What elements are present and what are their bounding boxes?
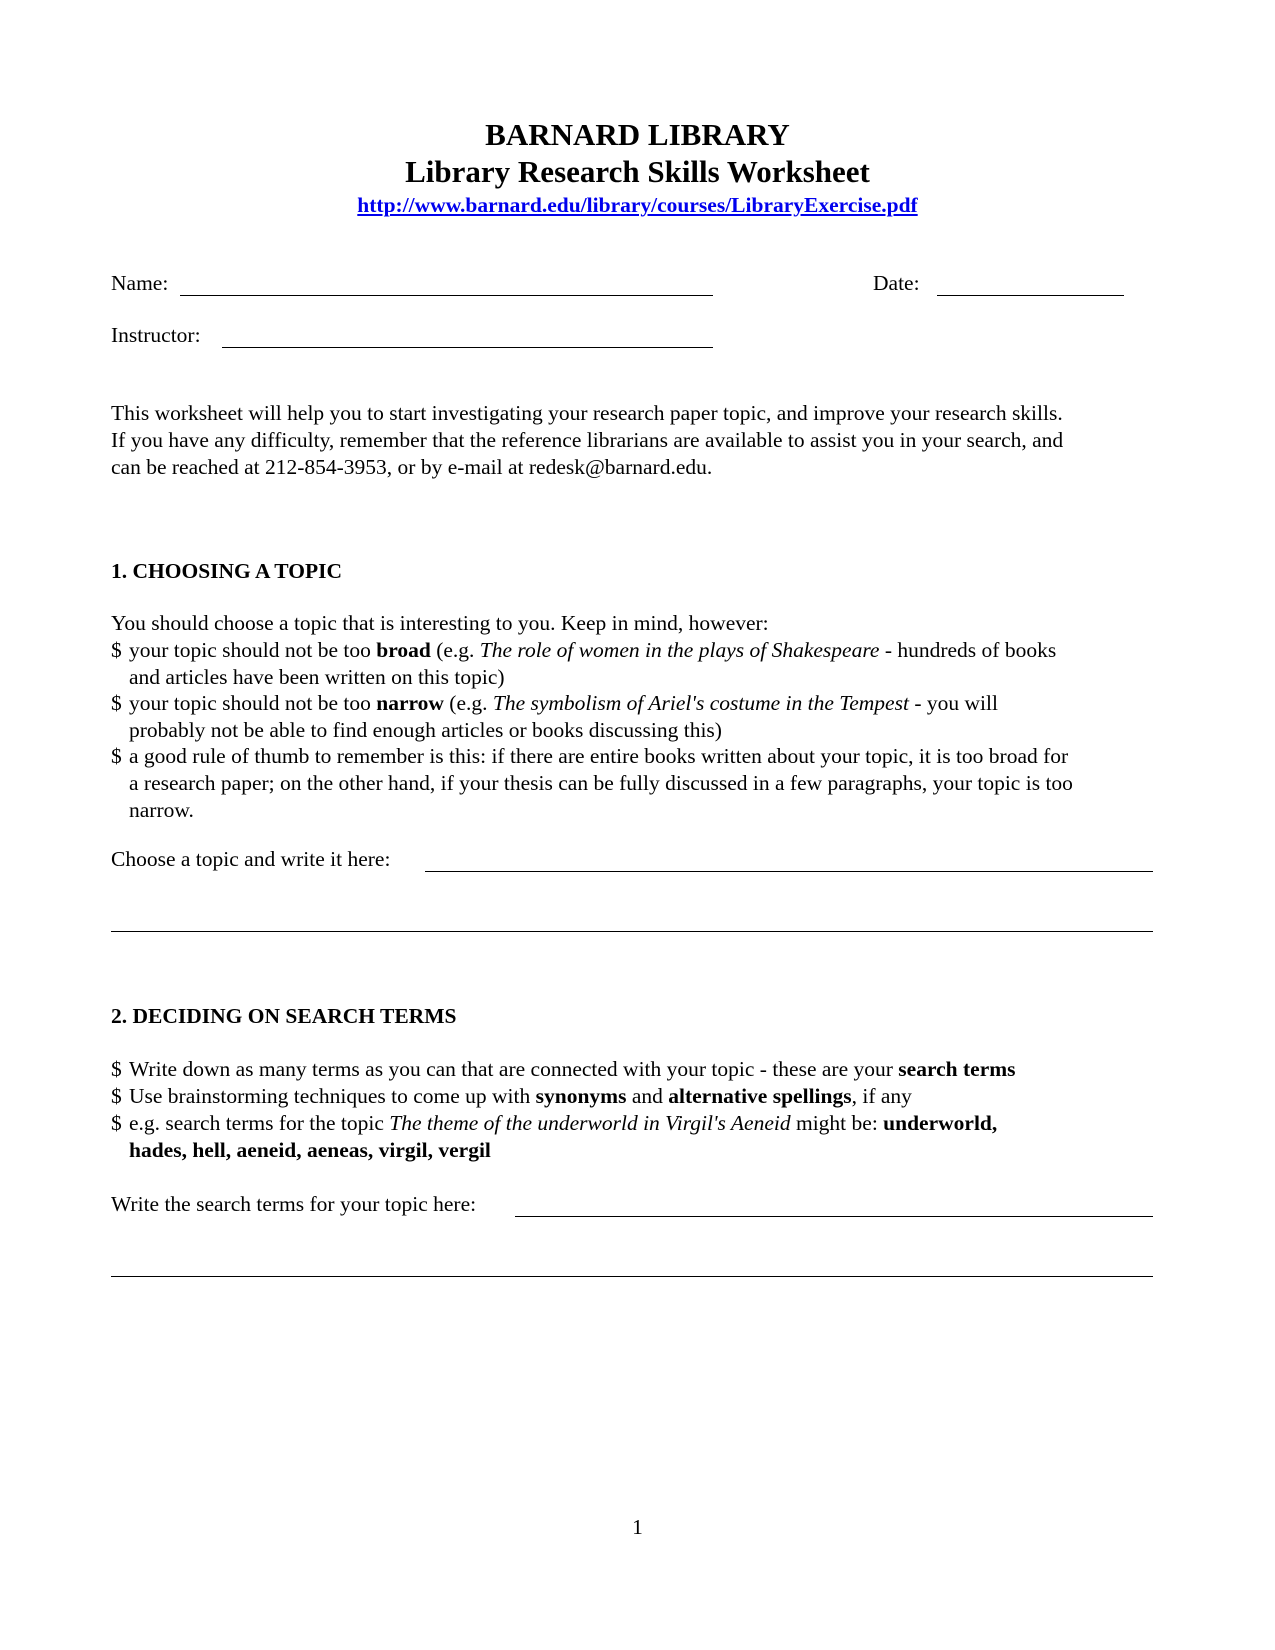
bold-term: hades, hell, aeneid, aeneas, virgil, vergil bbox=[129, 1138, 491, 1162]
bullet-marker: $ bbox=[111, 1111, 122, 1135]
intro-line: If you have any difficulty, remember that the reference librarians are available to assist you in your search, and bbox=[111, 428, 1064, 452]
bullet-text: Use brainstorming techniques to come up with bbox=[129, 1084, 536, 1108]
bullet-text: Write down as many terms as you can that are connected with your topic - these are your bbox=[129, 1057, 899, 1081]
search-terms-field-continuation[interactable] bbox=[111, 1276, 1153, 1277]
date-label: Date: bbox=[873, 271, 920, 295]
example-title: The role of women in the plays of Shakespeare bbox=[479, 638, 880, 662]
intro-line: can be reached at 212-854-3953, or by e-mail at redesk@barnard.edu. bbox=[111, 455, 713, 479]
bullet-text: your topic should not be too bbox=[129, 638, 377, 662]
instructor-label: Instructor: bbox=[111, 323, 201, 347]
worksheet-url-link[interactable]: http://www.barnard.edu/library/courses/LibraryExercise.pdf bbox=[357, 193, 918, 217]
bullet-marker: $ bbox=[111, 744, 122, 768]
bullet-text: probably not be able to find enough articles or books discussing this) bbox=[129, 718, 722, 742]
topic-field-continuation[interactable] bbox=[111, 931, 1153, 932]
bullet-text: your topic should not be too bbox=[129, 691, 377, 715]
bullet-marker: $ bbox=[111, 1084, 122, 1108]
bullet-text: - hundreds of books bbox=[879, 638, 1057, 662]
bullet-item bbox=[111, 637, 1181, 691]
bold-term: broad bbox=[376, 638, 431, 662]
bullet-text: e.g. search terms for the topic bbox=[129, 1111, 390, 1135]
bullet-text: and bbox=[626, 1084, 669, 1108]
bullet-item bbox=[111, 1110, 1181, 1164]
section-1-lead: You should choose a topic that is interesting to you. Keep in mind, however: bbox=[111, 611, 769, 635]
intro-line: This worksheet will help you to start investigating your research paper topic, and improve your research skills. bbox=[111, 401, 1063, 425]
bullet-text: and articles have been written on this topic) bbox=[129, 665, 505, 689]
bullet-item bbox=[111, 1083, 1181, 1110]
bold-term: underworld, bbox=[883, 1111, 998, 1135]
bullet-marker: $ bbox=[111, 638, 122, 662]
bullet-marker: $ bbox=[111, 691, 122, 715]
bold-term: narrow bbox=[376, 691, 444, 715]
bullet-text: a good rule of thumb to remember is this: if there are entire books written about your topic, it is too broad for bbox=[129, 744, 1069, 768]
search-terms-prompt: Write the search terms for your topic here: bbox=[111, 1192, 477, 1216]
url-line bbox=[0, 193, 1275, 218]
section-1-heading: 1. CHOOSING A TOPIC bbox=[111, 559, 342, 583]
bold-term: synonyms bbox=[535, 1084, 627, 1108]
bullet-item bbox=[111, 743, 1181, 824]
bullet-item bbox=[111, 1056, 1181, 1083]
intro-paragraph bbox=[111, 400, 1171, 481]
name-field[interactable] bbox=[180, 295, 713, 296]
example-title: The theme of the underworld in Virgil's Aeneid bbox=[389, 1111, 791, 1135]
bullet-text: (e.g. bbox=[430, 638, 480, 662]
bullet-text: narrow. bbox=[129, 798, 194, 822]
bullet-text: might be: bbox=[790, 1111, 884, 1135]
bold-term: search terms bbox=[898, 1057, 1016, 1081]
bold-term: alternative spellings bbox=[668, 1084, 852, 1108]
instructor-field[interactable] bbox=[222, 347, 713, 348]
topic-field[interactable] bbox=[425, 871, 1153, 872]
bullet-marker: $ bbox=[111, 1057, 122, 1081]
bullet-text: (e.g. bbox=[443, 691, 493, 715]
date-field[interactable] bbox=[937, 295, 1124, 296]
bullet-text: , if any bbox=[851, 1084, 912, 1108]
example-title: The symbolism of Ariel's costume in the Tempest bbox=[492, 691, 909, 715]
bullet-text: a research paper; on the other hand, if your thesis can be fully discussed in a few paragraphs, your topic is too bbox=[129, 771, 1073, 795]
worksheet-title: Library Research Skills Worksheet bbox=[405, 154, 870, 189]
library-name: BARNARD LIBRARY bbox=[485, 117, 790, 152]
section-2-heading: 2. DECIDING ON SEARCH TERMS bbox=[111, 1004, 457, 1028]
page-number: 1 bbox=[632, 1515, 643, 1539]
topic-prompt: Choose a topic and write it here: bbox=[111, 847, 391, 871]
name-label: Name: bbox=[111, 271, 169, 295]
bullet-item bbox=[111, 690, 1181, 744]
bullet-text: - you will bbox=[908, 691, 998, 715]
search-terms-field[interactable] bbox=[515, 1216, 1153, 1217]
